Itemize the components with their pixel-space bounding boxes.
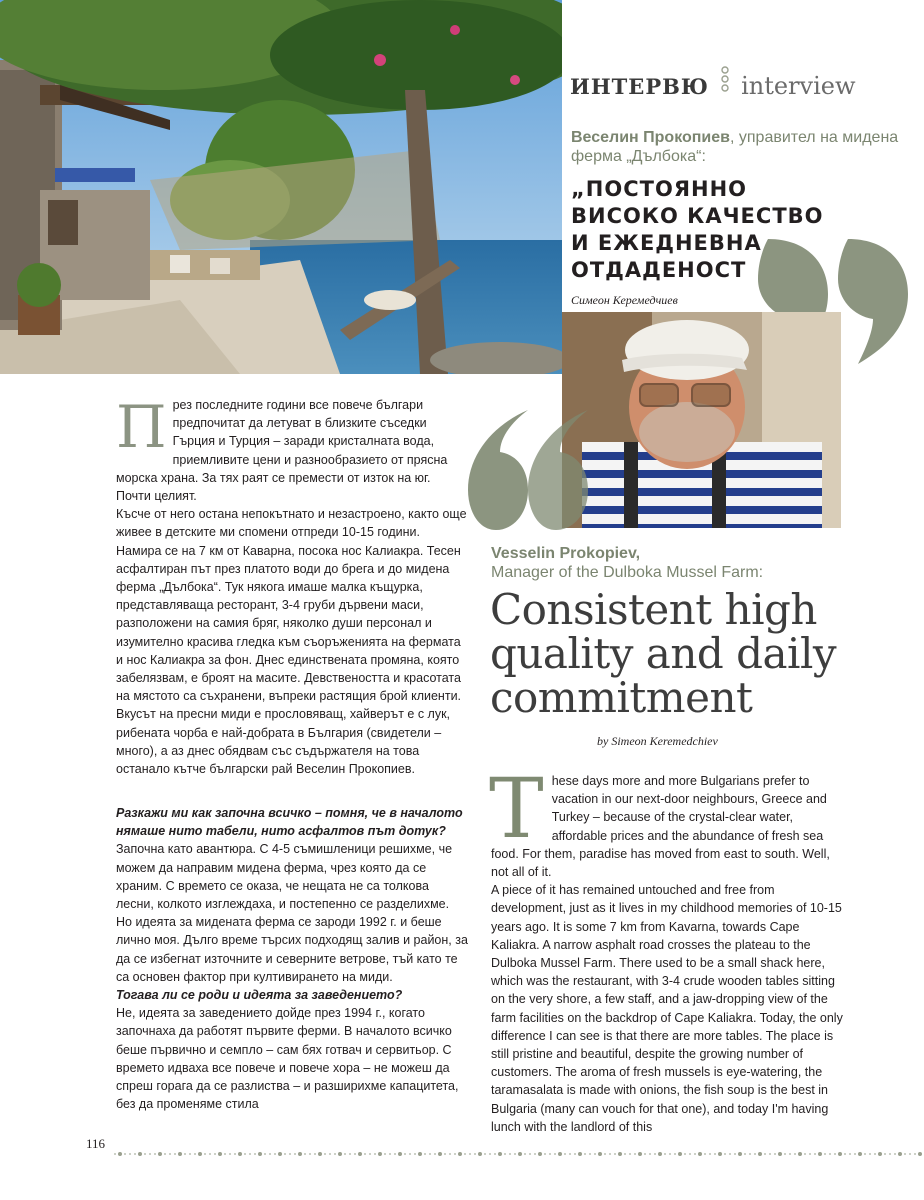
section-label-bg: ИНТЕРВЮ	[570, 74, 709, 99]
en-headline-line: quality and daily	[490, 629, 837, 678]
page-number: 116	[86, 1136, 106, 1151]
en-body	[489, 762, 843, 1136]
en-headline	[490, 585, 910, 722]
en-dropcap: T	[489, 762, 544, 857]
bg-subject-role: , управител на мидена ферма „Дълбока“:	[571, 129, 899, 165]
bg-paragraph: Късче от него остана непокътнато и незастроено, както още живее в детските ми спомени отпреди 10-15 години. Намира се на 7 км от Каварна, посока нос Калиакра. Тесен асфалтиран път през платото води до брега и до мидена ферма „Дълбока“. Тук някога имаше малка къщурка, представляваща ресторант, 3-4 груби дървени маси, разположени на самия бряг, няколко души персонал и изумително красива гледка към съоръженията на фермата и нос Калиакра за фон. Днес единствената промяна, която забелязвам, е броят на масите. Девствеността и красотата на мястото са съхранени, въпреки растящия брой клиенти. Вкусът на пресни миди е прословяващ, хайверът е с лук, рибената чорба е най-добрата в България (свидетели – много), а аз днес обядвам със съдържателя на това останало кътче български рай Веселин Прокопиев.	[116, 507, 467, 777]
en-headline-line: commitment	[490, 673, 753, 722]
bg-question: Разкажи ми как започна всичко – помня, че в началото нямаше нито табели, нито асфалтов път дотук?	[116, 806, 463, 839]
en-subject-name: Vesselin Prokopiev,	[491, 545, 641, 562]
bg-headline-line: ВИСОКО КАЧЕСТВО	[571, 204, 824, 228]
en-paragraph: A piece of it has remained untouched and free from development, just as it lives in my childhood memories of 10-15 years ago. It is some 7 km from Kavarna, towards Cape Kaliakra. A narrow asphalt road crosses the plateau to the Dulboka Mussel Farm. There used to be a small shack here, which was the restaurant, with 3-4 crude wooden tables sitting on the very shore, a few staff, and a jaw-dropping view of the farm facilities on the backdrop of Cape Kaliakra. Today, the only difference I can see is that there are more tables. The place is still pristine and beautiful, despite the growing number of customers. The aroma of fresh mussels is eye-watering, the taramasalata is made with onions, the fish soup is the best in Bulgaria (many can vouch for that one), and today I'm having lunch with the landlord of this	[491, 883, 843, 1134]
bg-headline-line: И ЕЖЕДНЕВНА	[571, 231, 762, 255]
bg-body-interview	[116, 804, 468, 1113]
bg-question: Тогава ли се роди и идеята за заведението?	[116, 988, 403, 1003]
bg-subject	[571, 128, 901, 166]
bg-answer: Започна като авантюра. С 4-5 съмишленици решихме, че можем да направим мидена ферма, чрез която да се храним. С времето се оказа, че нещата не са толкова лесни, колкото изглеждаха, и постепенно се разделихме. Но идеята за мидената ферма се зароди 1992 г. и беше лично моя. Дълго време търсих подходящ залив и район, за да се избегнат източните и северните ветрове, тъй като те са основен фактор при култивирането на миди.	[116, 842, 468, 984]
quote-open-icon	[468, 410, 588, 532]
bg-byline: Симеон Керемедчиев	[571, 293, 678, 307]
en-byline: by Simeon Keremedchiev	[597, 734, 718, 748]
bg-headline-line: ОТДАДЕНОСТ	[571, 258, 747, 282]
en-headline-line: Consistent high	[490, 585, 817, 634]
section-label-en: interview	[741, 72, 856, 100]
restaurant-photo	[0, 0, 562, 374]
bg-body-intro	[116, 393, 468, 778]
bg-answer: Не, идеята за заведението дойде през 1994 г., когато започнаха да работят първите ферми. В началото всичко беше първично и семпло – сам бях готвач и сервитьор. С времето идваха все повече и повече хора – не можеш да спреш горага да се разлиства – и разширихме капацитета, без да променяме стила	[116, 1006, 459, 1112]
portrait-photo	[562, 312, 841, 528]
bg-dropcap: П	[116, 393, 167, 461]
en-subject	[491, 544, 871, 582]
footer-ornament-rule	[114, 1142, 924, 1148]
ornament-icon	[720, 66, 730, 96]
section-header	[570, 66, 910, 100]
bg-subject-name: Веселин Прокопиев	[571, 129, 730, 146]
en-intro-text: hese days more and more Bulgarians prefer to vacation in our next-door neighbours, Greece and Turkey – because of the crystal-clear water, affordable prices and the abundance of fresh sea food. For them, paradise has moved from east to south. Well, not all of it.	[491, 774, 830, 880]
bg-intro-text: рез последните години все повече българи предпочитат да летуват в близките съседки Гърция и Турция – заради кристалната вода, приемливите цени и разнообразието от прясна морска храна. За тях раят се премести от изток на юг. Почти целият.	[116, 398, 448, 504]
bg-headline-line: „ПОСТОЯННО	[571, 177, 747, 201]
en-subject-role: Manager of the Dulboka Mussel Farm:	[491, 564, 764, 581]
